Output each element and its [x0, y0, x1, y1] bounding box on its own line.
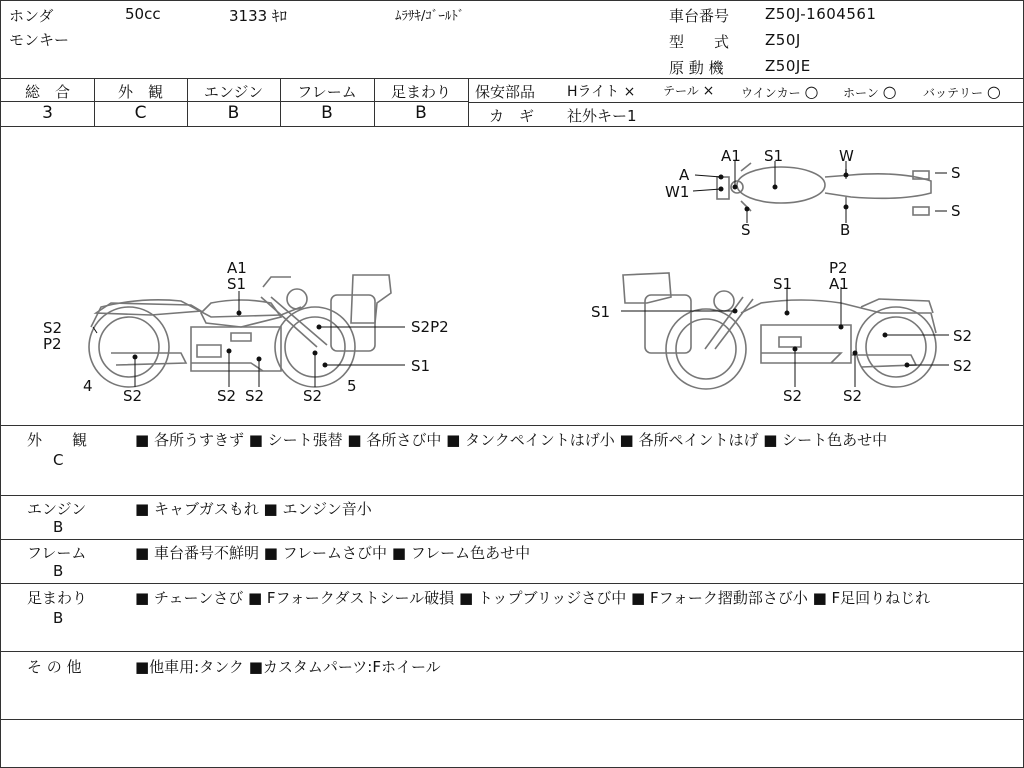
safety-item-horn: ホーン ○ [843, 82, 897, 101]
label-top-b: B [840, 221, 851, 239]
label-left-s2: S2 [43, 319, 63, 337]
safety-item-headlight: Hライト × [567, 84, 636, 100]
type-value: Z50J [765, 31, 801, 49]
remark-title-engine: エンジン [27, 500, 87, 518]
label-top-w: W [839, 147, 854, 165]
divider [1, 651, 1023, 652]
label-left-s2-d: S2 [303, 387, 323, 405]
label-right-a1: A1 [829, 275, 849, 293]
displacement: 50cc [125, 5, 161, 23]
bike-top-view [717, 163, 931, 215]
score-header-overall: 総 合 [24, 83, 70, 101]
score-engine: B [227, 103, 240, 123]
label-left-s1-low: S1 [411, 357, 431, 375]
divider [1, 78, 1023, 79]
remark-text-exterior: ■ 各所うすきず ■ シート張替 ■ 各所さび中 ■ タンクペイントはげ小 ■ 各所ペイントはげ ■ シート色あせ中 [135, 431, 888, 449]
score-header-suspension: 足まわり [390, 83, 451, 101]
divider [1, 495, 1023, 496]
divider [1, 425, 1023, 426]
key-label: カ ギ [489, 107, 535, 125]
label-right-s2-b: S2 [953, 357, 973, 375]
remark-grade-frame: B [53, 562, 64, 580]
remark-grade-exterior: C [53, 451, 64, 469]
label-left-5: 5 [347, 377, 357, 395]
remark-text-other: ■他車用:タンク ■カスタムパーツ:Fホイール [135, 658, 441, 676]
frame-no-label: 車台番号 [669, 7, 730, 25]
damage-diagram [1, 127, 1023, 425]
safety-label: 保安部品 [475, 83, 536, 101]
label-left-s2p2: S2P2 [411, 318, 449, 336]
safety-item-winker: ウインカー ○ [741, 82, 819, 101]
engine-label: 原 動 機 [669, 59, 724, 77]
score-suspension: B [415, 103, 427, 123]
engine-value: Z50JE [765, 57, 811, 75]
color: ﾑﾗｻｷ/ｺﾞｰﾙﾄﾞ [395, 9, 465, 24]
label-right-s2-d: S2 [843, 387, 863, 405]
label-left-s2-b: S2 [217, 387, 237, 405]
divider [468, 102, 1023, 103]
divider [1, 539, 1023, 540]
remark-title-frame: フレーム [27, 544, 87, 562]
mileage: 3133 ｷﾛ [229, 7, 287, 25]
remark-title-exterior: 外 観 [27, 431, 88, 449]
label-left-4: 4 [83, 377, 93, 395]
label-left-p2: P2 [43, 335, 62, 353]
remark-grade-suspension: B [53, 609, 64, 627]
key-value: 社外キー1 [567, 107, 637, 125]
label-left-s2-c: S2 [245, 387, 265, 405]
divider [468, 78, 469, 126]
type-label: 型 式 [669, 33, 730, 51]
divider [1, 719, 1023, 720]
score-header-frame: フレーム [297, 83, 357, 101]
label-right-s1-a: S1 [773, 275, 793, 293]
remark-text-suspension: ■ チェーンさび ■ Fフォークダストシール破損 ■ トップブリッジさび中 ■ Fフォーク摺動部さび小 ■ F足回りねじれ [135, 589, 931, 607]
remark-grade-engine: B [53, 518, 64, 536]
label-left-s1: S1 [227, 275, 247, 293]
score-exterior: C [134, 103, 147, 123]
make: ホンダ [9, 7, 54, 25]
label-top-s-front: S [741, 221, 751, 239]
label-top-s-lower: S [951, 202, 961, 220]
label-left-s2-a: S2 [123, 387, 143, 405]
label-left-a1: A1 [227, 259, 247, 277]
label-right-s2-c: S2 [783, 387, 803, 405]
model-name: モンキー [9, 31, 70, 49]
divider [1, 583, 1023, 584]
remark-title-suspension: 足まわり [27, 589, 88, 607]
label-top-a: A [679, 166, 690, 184]
remark-text-engine: ■ キャブガスもれ ■ エンジン音小 [135, 500, 372, 518]
label-right-p2: P2 [829, 259, 848, 277]
label-top-a1: A1 [721, 147, 741, 165]
remark-text-frame: ■ 車台番号不鮮明 ■ フレームさび中 ■ フレーム色あせ中 [135, 544, 531, 562]
label-top-s1: S1 [764, 147, 784, 165]
label-right-s1-b: S1 [591, 303, 611, 321]
label-right-s2-a: S2 [953, 327, 973, 345]
score-header-exterior: 外 観 [117, 83, 163, 101]
remark-title-other: そ の 他 [27, 658, 82, 676]
score-overall: 3 [42, 103, 53, 123]
safety-item-taillight: テール × [663, 83, 715, 99]
frame-no: Z50J-1604561 [765, 5, 877, 23]
score-frame: B [321, 103, 333, 123]
safety-item-battery: バッテリー ○ [923, 82, 1001, 101]
label-top-w1: W1 [665, 183, 690, 201]
label-top-s-upper: S [951, 164, 961, 182]
score-header-engine: エンジン [203, 83, 264, 101]
